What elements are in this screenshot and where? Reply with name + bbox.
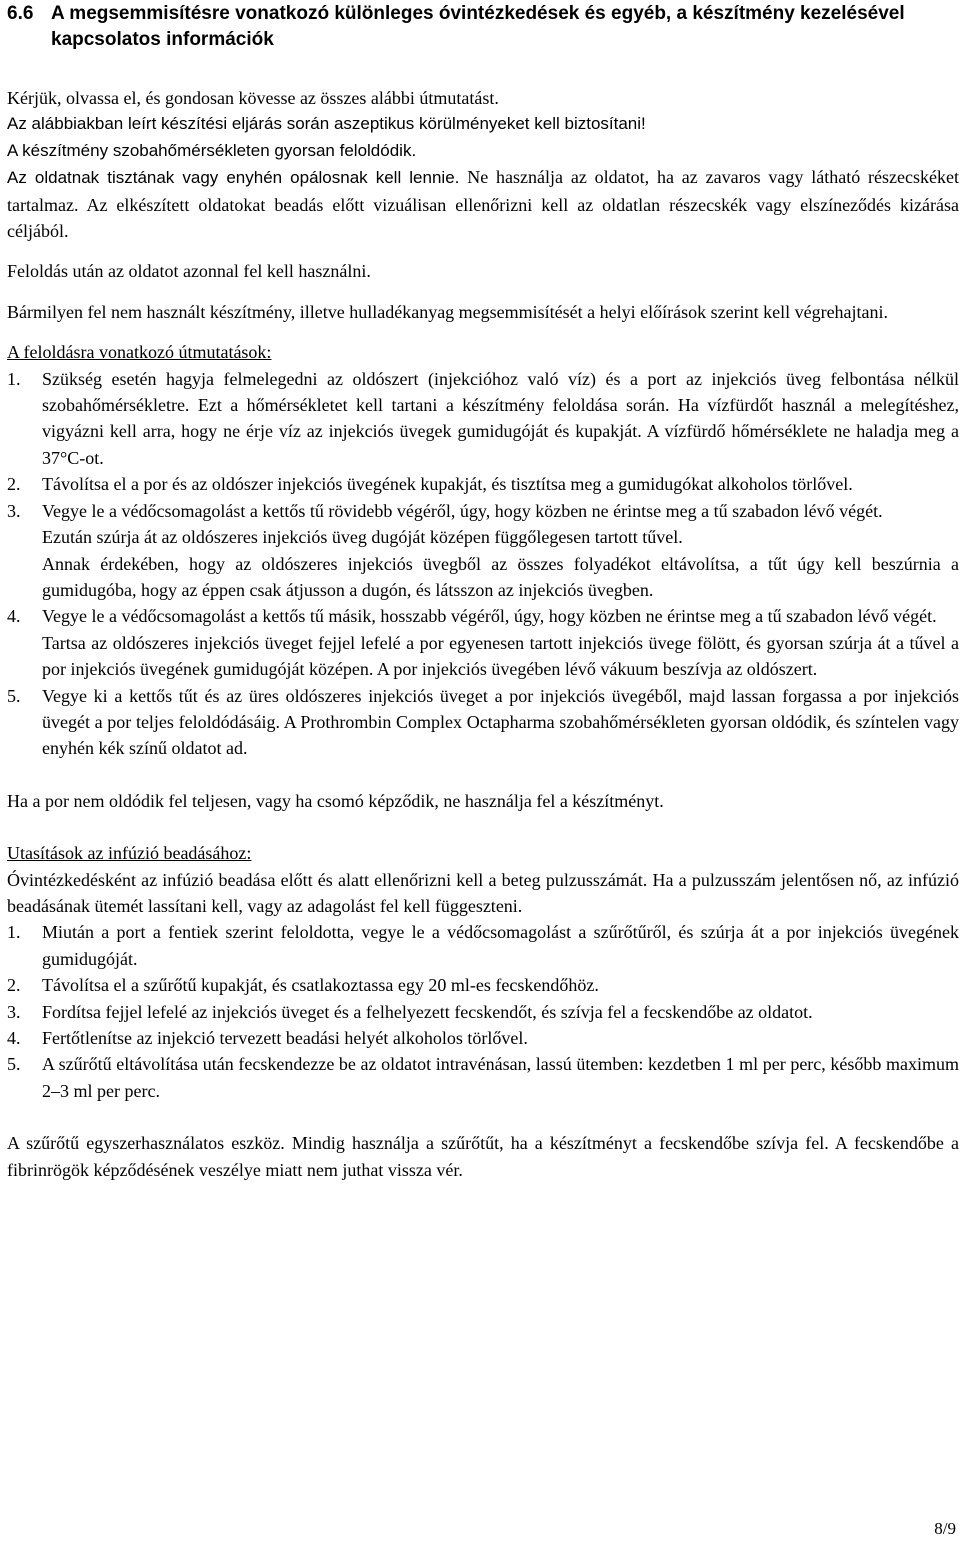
reconstitution-step: [7, 498, 959, 604]
step-paragraph: Távolítsa el a szűrőtű kupakját, és csatlakoztassa egy 20 ml-es fecskendőhöz.: [42, 975, 599, 996]
step-number: 2.: [7, 975, 21, 996]
step-paragraph: Miután a port a fentiek szerint feloldotta, vegye le a védőcsomagolást a szűrőtűről, és szúrja át a por injekciós üvegének gumidugóját.: [42, 922, 959, 969]
step-paragraph: Ezután szúrja át az oldószeres injekciós üveg dugóját középen függőlegesen tartott tűvel.: [42, 527, 683, 548]
step-number: 1.: [7, 368, 21, 389]
intro-line-1: Kérjük, olvassa el, és gondosan kövesse az összes alábbi útmutatást.: [7, 88, 499, 108]
step-paragraph: Fordítsa fejjel lefelé az injekciós üveget és a felhelyezett fecskendőt, és szívja fel a fecskendőbe az oldatot.: [42, 1001, 813, 1022]
section-heading: [7, 1, 959, 53]
step-number: 5.: [7, 685, 21, 706]
step-body: [42, 603, 959, 682]
disposal-text: Bármilyen fel nem használt készítmény, illetve hulladékanyag megsemmisítését a helyi előírások szerint kell végrehajtani.: [7, 301, 889, 322]
intro-line-2: Az alábbiakban leírt készítési eljárás során aszeptikus körülményeket kell biztosítani!: [7, 114, 646, 134]
reconstitution-step: [7, 683, 959, 762]
step-body: [42, 471, 959, 497]
infusion-heading: Utasítások az infúzió beadásához:: [7, 843, 252, 864]
infusion-step: [7, 999, 959, 1025]
step-body: [42, 1051, 959, 1104]
step-body: [42, 999, 959, 1025]
infusion-intro: Óvintézkedésként az infúzió beadása előtt és alatt ellenőrizni kell a beteg pulzusszámát. Ha a pulzusszám jelentősen nő, az infúzió beadásának ütemét lassítani kell, vagy az adagolást fel kell függeszteni.: [7, 869, 959, 916]
intro-line-3: A készítmény szobahőmérsékleten gyorsan feloldódik.: [7, 140, 417, 160]
step-body: [42, 683, 959, 762]
no-dissolve-text: Ha a por nem oldódik fel teljesen, vagy ha csomó képződik, ne használja fel a készítményt.: [7, 790, 664, 811]
after-dissolve-text: Feloldás után az oldatot azonnal fel kell használni.: [7, 261, 371, 282]
intro-line-4a: Az oldatnak tisztának vagy enyhén opálosnak kell lennie.: [7, 168, 460, 188]
step-body: [42, 498, 959, 604]
filter-note: A szűrőtű egyszerhasználatos eszköz. Mindig használja a szűrőtűt, ha a készítményt a fecskendőbe szívja fel. A fecskendőbe a fibrinrögök képződésének veszélye miatt nem juthat vissza vér.: [7, 1133, 959, 1180]
reconstitution-steps: [7, 366, 959, 762]
step-paragraph: Annak érdekében, hogy az oldószeres injekciós üvegből az összes folyadékot eltávolítsa, a tűt úgy kell beszúrnia a gumidugóba, hogy az éppen csak átjusson a dugón, és látsszon az injekciós üvegben.: [42, 553, 959, 600]
step-paragraph: Szükség esetén hagyja felmelegedni az oldószert (injekcióhoz való víz) és a port az injekciós üveg felbontása nélkül szobahőmérsékletre. Ezt a hőmérsékletet kell tartani a készítmény feloldása során. Ha vízfürdőt használ a melegítéshez, vigyázni kell arra, hogy ne érje víz az injekciós üvegek gumidugóját és kupakját. A vízfürdő hőmérséklete ne haladja meg a 37°C-ot.: [42, 368, 959, 468]
step-number: 3.: [7, 500, 21, 521]
step-number: 1.: [7, 922, 21, 943]
page-number: 8/9: [934, 1519, 956, 1538]
step-number: 4.: [7, 606, 21, 627]
infusion-step: [7, 972, 959, 998]
step-paragraph: A szűrőtű eltávolítása után fecskendezze be az oldatot intravénásan, lassú ütemben: kezdetben 1 ml per perc, később maximum 2–3 ml per perc.: [42, 1054, 959, 1101]
section-number: 6.6: [7, 3, 34, 24]
step-body: [42, 919, 959, 972]
document-body: [7, 85, 959, 1183]
step-paragraph: Vegye ki a kettős tűt és az üres oldószeres injekciós üveget a por injekciós üvegéből, majd lassan forgassa a por injekciós üvegét a por teljes feloldódásáig. A Prothrombin Complex Octapharma szobahőmérsékleten gyorsan oldódik, és színtelen vagy enyhén kék színű oldatot ad.: [42, 685, 959, 759]
infusion-step: [7, 1051, 959, 1104]
reconstitution-step: [7, 603, 959, 682]
intro-line-4b: Ne használja az oldatot, ha az zavaros vagy látható részecskéket tartalmaz. Az elkészített oldatokat beadás előtt vizuálisan ellenőrizni kell az oldatlan részecskék vagy elszíneződés kizárása céljából.: [7, 167, 959, 242]
step-paragraph: Távolítsa el a por és az oldószer injekciós üvegének kupakját, és tisztítsa meg a gumidugókat alkoholos törlővel.: [42, 474, 853, 495]
step-paragraph: Fertőtlenítse az injekció tervezett beadási helyét alkoholos törlővel.: [42, 1028, 528, 1048]
infusion-step: [7, 919, 959, 972]
reconstitution-step: [7, 471, 959, 497]
step-number: 4.: [7, 1028, 21, 1048]
step-body: [42, 1025, 959, 1051]
step-paragraph: Vegye le a védőcsomagolást a kettős tű rövidebb végéről, úgy, hogy közben ne érintse meg a tű szabadon lévő végét.: [42, 500, 883, 521]
step-body: [42, 366, 959, 472]
step-number: 5.: [7, 1054, 21, 1075]
reconstitution-heading: A feloldásra vonatkozó útmutatások:: [7, 342, 272, 363]
intro-line-4: [7, 164, 959, 244]
step-number: 3.: [7, 1001, 21, 1022]
reconstitution-step: [7, 366, 959, 472]
infusion-steps: [7, 919, 959, 1104]
step-number: 2.: [7, 474, 21, 495]
section-title: A megsemmisítésre vonatkozó különleges óvintézkedések és egyéb, a készítmény kezelésével kapcsolatos információk: [51, 3, 905, 50]
step-body: [42, 972, 959, 998]
infusion-step: [7, 1025, 959, 1051]
step-paragraph: Vegye le a védőcsomagolást a kettős tű másik, hosszabb végéről, úgy, hogy közben ne érintse meg a tű szabadon lévő végét.: [42, 606, 937, 627]
step-paragraph: Tartsa az oldószeres injekciós üveget fejjel lefelé a por egyenesen tartott injekciós üvege fölött, és gyorsan szúrja át a tűvel a por injekciós üvegének gumidugóját középen. A por injekciós üvegében lévő vákuum beszívja az oldószert.: [42, 632, 959, 680]
document-page: [7, 0, 959, 1183]
